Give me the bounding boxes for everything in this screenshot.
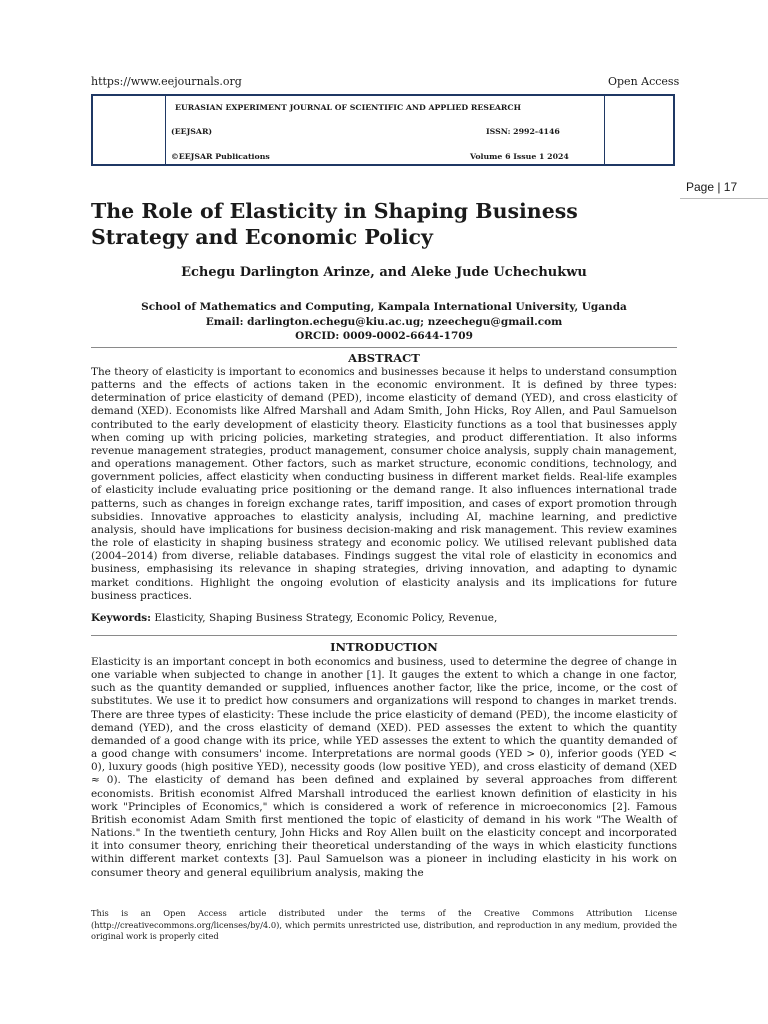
journal-banner [91, 94, 675, 166]
introduction-text: Elasticity is an important concept in both economics and business, used to determine the degree of change in one variable when subjected to change in another [1]. It gauges the extent to which a change in one factor, such as the quantity demanded or supplied, influences another factor, like the price, income, or the cost of substitutes. We use it to predict how consumers and organizations will respond to changes in market trends. There are three types of elasticity: These include the price elasticity of demand (PED), the income elasticity of demand (YED), and the cross elasticity of demand (XED). PED assesses the extent to which the quantity demanded of a good change with its price, while YED assesses the extent to which the quantity demanded of a good change with consumers' income. Interpretations are normal goods (YED > 0), inferior goods (YED < 0), luxury goods (high positive YED), necessity goods (low positive YED), and cross elasticity of demand (XED ≈ 0). The elasticity of demand has been defined and explained by several approaches from different economists. British economist Alfred Marshall introduced the earliest known definition of elasticity in his work "Principles of Economics," which is considered a work of reference in microeconomics [2]. Famous British economist Adam Smith first mentioned the topic of elasticity of demand in his work "The Wealth of Nations." In the twentieth century, John Hicks and Roy Allen built on the elasticity concept and incorporated it into consumer theory, enriching their theoretical understanding of the ways in which elasticity functions within different market contexts [3]. Paul Samuelson was a pioneer in including elasticity in his work on consumer theory and general equilibrium analysis, making the [91, 656, 677, 879]
abstract-heading: ABSTRACT [348, 351, 420, 365]
email: Email: darlington.echegu@kiu.ac.ug; nzeechegu@gmail.com [205, 315, 563, 328]
keywords-label: Keywords: [91, 612, 152, 624]
license-footer: This is an Open Access article distributed under the terms of the Creative Commons Attribution License (http://creativecommons.org/licenses/by/4.0), which permits unrestricted use, distribution, and reproduction in any medium, provided the original work is properly cited [91, 908, 677, 942]
journal-issn: ISSN: 2992-4146 [486, 127, 560, 136]
affiliation: School of Mathematics and Computing, Kampala International University, Uganda [141, 301, 627, 313]
divider-abstract [91, 347, 677, 348]
journal-abbrev: (EEJSAR) [171, 127, 213, 136]
journal-name: EURASIAN EXPERIMENT JOURNAL OF SCIENTIFIC AND APPLIED RESEARCH [175, 103, 521, 112]
article-authors: Echegu Darlington Arinze, and Aleke Jude Uchechukwu [181, 265, 587, 280]
divider-introduction [91, 635, 677, 636]
page-number-label: Page | 17 [686, 180, 738, 194]
page-number [680, 178, 768, 199]
banner-right-cell [604, 96, 673, 164]
introduction-heading: INTRODUCTION [330, 640, 438, 654]
keywords [91, 612, 497, 624]
journal-volume: Volume 6 Issue 1 2024 [470, 152, 569, 161]
orcid: ORCID: 0009-0002-6644-1709 [295, 330, 473, 342]
article-title: The Role of Elasticity in Shaping Business Strategy and Economic Policy [91, 199, 578, 249]
open-access-label: Open Access [608, 75, 680, 88]
journal-url[interactable]: https://www.eejournals.org [91, 75, 242, 88]
keywords-list: Elasticity, Shaping Business Strategy, Economic Policy, Revenue, [151, 612, 498, 624]
abstract-text: The theory of elasticity is important to economics and businesses because it helps to understand consumption patterns and the effects of actions taken in the economic environment. It is defined by three types: determination of price elasticity of demand (PED), income elasticity of demand (YED), and cross elasticity of demand (XED). Economists like Alfred Marshall and Adam Smith, John Hicks, Roy Allen, and Paul Samuelson contributed to the early development of elasticity theory. Elasticity functions as a tool that businesses apply when coming up with pricing policies, marketing strategies, and product differentiation. It also informs revenue management strategies, product management, consumer choice analysis, supply chain management, and operations management. Other factors, such as market structure, economic conditions, technology, and government policies, affect elasticity when conducting business in different market fields. Real-life examples of elasticity include evaluating price positioning or the demand range. It also influences international trade patterns, such as changes in foreign exchange rates, tariff imposition, and cases of export promotion through subsidies. Innovative approaches to elasticity analysis, including AI, machine learning, and predictive analysis, should have implications for business decision-making and risk management. This review examines the role of elasticity in shaping business strategy and economic policy. We utilised relevant published data (2004–2014) from diverse, reliable databases. Findings suggest the vital role of elasticity in economics and business, emphasising its relevance in shaping strategies, driving innovation, and adapting to dynamic market conditions. Highlight the ongoing evolution of elasticity analysis and its implications for future business practices. [91, 366, 677, 602]
banner-left-cell [93, 96, 166, 164]
journal-publisher: ©EEJSAR Publications [171, 152, 270, 161]
author-info [0, 300, 768, 344]
